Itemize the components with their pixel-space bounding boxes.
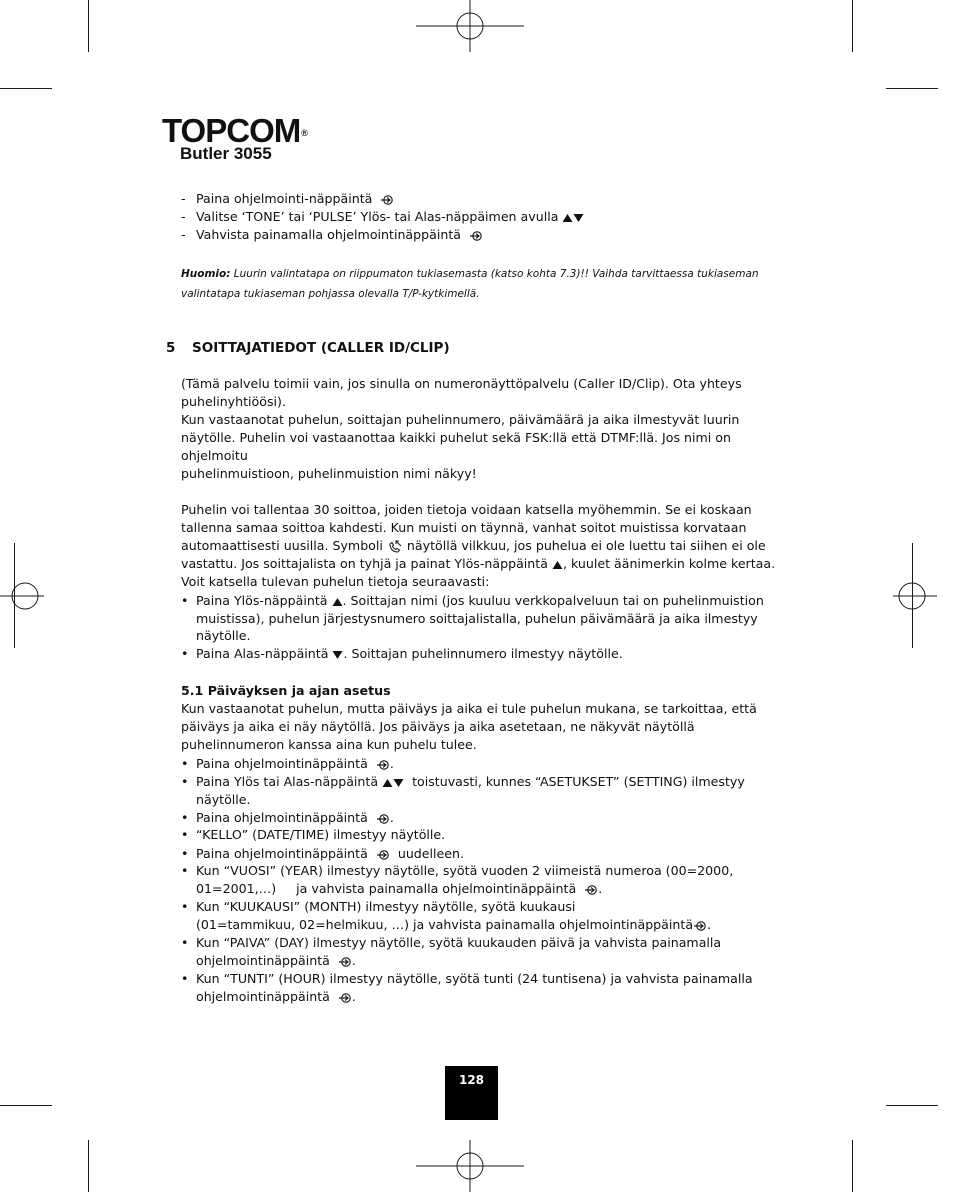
text-segment: . (707, 917, 712, 932)
up-arrow-icon (382, 778, 393, 788)
text-segment: Paina ohjelmointinäppäintä (196, 810, 368, 825)
paragraph-line: (Tämä palvelu toimii vain, jos sinulla on numeronäyttöpalvelu (Caller ID/Clip). Ota yhteys (181, 376, 742, 391)
step-text: Valitse ‘TONE’ tai ‘PULSE’ Ylös- tai Alas-näppäimen avulla (196, 209, 559, 224)
text-segment: ohjelmointinäppäintä (196, 989, 330, 1004)
crop-mark (852, 0, 853, 52)
crop-mark (88, 0, 89, 52)
paragraph-line (181, 537, 766, 555)
text-segment: , kuulet äänimerkin kolme kertaa. (562, 556, 776, 571)
step-text: Vahvista painamalla ohjelmointinäppäintä (196, 227, 461, 242)
crop-mark (886, 88, 938, 89)
bullet-line: “KELLO” (DATE/TIME) ilmestyy näytölle. (196, 827, 446, 842)
down-arrow-icon (332, 650, 343, 660)
bullet-line (196, 845, 464, 863)
text-segment: Paina Ylös-näppäintä (196, 593, 328, 608)
text-segment: toistuvasti, kunnes “ASETUKSET” (SETTING) ilmestyy (412, 774, 745, 789)
bullet-line (196, 952, 356, 970)
bullet-line: Kun “TUNTI” (HOUR) ilmestyy näytölle, syötä tunti (24 tuntisena) ja vahvista painamalla (196, 971, 753, 986)
bullet-mark: • (181, 863, 189, 878)
bullet-line (196, 988, 356, 1006)
text-segment: (01=tammikuu, 02=helmikuu, …) ja vahvista painamalla ohjelmointinäppäintä (196, 917, 694, 932)
text-segment: näytöllä vilkkuu, jos puhelua ei ole luettu tai siihen ei ole (406, 538, 766, 553)
paragraph-line: tallenna samaa soittoa kahdesti. Kun muisti on täynnä, vanhat soitot muistissa korvataan (181, 520, 747, 535)
program-key-icon (376, 813, 390, 825)
bullet-line: Kun “KUUKAUSI” (MONTH) ilmestyy näytölle, syötä kuukausi (196, 899, 576, 914)
bullet-mark: • (181, 935, 189, 950)
intro-step (196, 208, 584, 226)
bullet-mark: • (181, 646, 189, 661)
subsection-title: 5.1 Päiväyksen ja ajan asetus (181, 683, 391, 698)
registration-target-right (893, 570, 937, 622)
down-arrow-icon (393, 778, 404, 788)
paragraph-line: puhelinyhtiöösi). (181, 394, 286, 409)
bullet-mark: • (181, 899, 189, 914)
text-segment: Paina Ylös tai Alas-näppäintä (196, 774, 379, 789)
bullet-mark: • (181, 810, 189, 825)
bullet-line: näytölle. (196, 628, 251, 643)
note-label: Huomio: (181, 268, 231, 280)
model-name: Butler 3055 (180, 144, 272, 163)
text-segment: . (389, 810, 394, 825)
program-key-icon (380, 194, 394, 206)
text-segment: Paina Alas-näppäintä (196, 646, 329, 661)
crop-mark (0, 1105, 52, 1106)
bullet-line: Kun “PAIVA” (DAY) ilmestyy näytölle, syötä kuukauden päivä ja vahvista painamalla (196, 935, 722, 950)
page-number: 128 (445, 1066, 498, 1120)
brand-logo-text: TOPCOM (162, 112, 301, 149)
paragraph-line: näytölle. Puhelin voi vastaanottaa kaikki puhelut sekä FSK:llä että DTMF:llä. Jos nimi on (181, 430, 731, 445)
missed-call-icon (387, 539, 403, 555)
up-arrow-icon (332, 597, 343, 607)
down-arrow-icon (573, 213, 584, 223)
bullet-line (196, 592, 764, 610)
paragraph-line: Kun vastaanotat puhelun, soittajan puhelinnumero, päivämäärä ja aika ilmestyvät luurin (181, 412, 740, 427)
paragraph-line: puhelinnumeron kanssa aina kun puhelu tulee. (181, 737, 477, 752)
text-segment: automaattisesti uusilla. Symboli (181, 538, 383, 553)
bullet-mark: • (181, 971, 189, 986)
registration-target-left (0, 570, 44, 622)
step-marker: - (181, 191, 186, 206)
note-line (181, 264, 759, 284)
crop-mark (88, 1140, 89, 1192)
crop-mark (886, 1105, 938, 1106)
trademark-symbol: ® (301, 128, 308, 138)
bullet-mark: • (181, 846, 189, 861)
bullet-line (196, 809, 394, 827)
paragraph-line: päiväys ja aika ei näy näytöllä. Jos päiväys ja aika asetetaan, ne näkyvät näytöllä (181, 719, 695, 734)
program-key-icon (376, 849, 390, 861)
text-segment: . Soittajan nimi (jos kuuluu verkkopalveluun tai on puhelinmuistion (342, 593, 764, 608)
bullet-line (196, 880, 602, 898)
bullet-mark: • (181, 774, 189, 789)
paragraph-line: puhelinmuistioon, puhelinmuistion nimi näkyy! (181, 466, 477, 481)
program-key-icon (469, 230, 483, 242)
program-key-icon (584, 884, 598, 896)
crop-mark (852, 1140, 853, 1192)
paragraph-line: ohjelmoitu (181, 448, 248, 463)
program-key-icon (338, 992, 352, 1004)
paragraph-line: Puhelin voi tallentaa 30 soittoa, joiden tietoja voidaan katsella myöhemmin. Se ei koskaan (181, 502, 752, 517)
text-segment: . (351, 953, 356, 968)
text-segment: . Soittajan puhelinnumero ilmestyy näytölle. (343, 646, 623, 661)
section-title: SOITTAJATIEDOT (CALLER ID/CLIP) (192, 340, 450, 356)
text-segment: . (389, 756, 394, 771)
text-segment: ohjelmointinäppäintä (196, 953, 330, 968)
text-segment: . (598, 881, 603, 896)
crop-mark (0, 88, 52, 89)
text-segment: Paina ohjelmointinäppäintä (196, 846, 368, 861)
up-arrow-icon (562, 213, 573, 223)
text-segment: vastattu. Jos soittajalista on tyhjä ja painat Ylös-näppäintä (181, 556, 548, 571)
registration-target-bottom (416, 1140, 524, 1192)
bullet-line (196, 645, 623, 663)
intro-step (196, 226, 483, 244)
program-key-icon (376, 759, 390, 771)
bullet-line (196, 773, 745, 791)
note-text: Luurin valintatapa on riippumaton tukiasemasta (katso kohta 7.3)!! Vaihda tarvittaessa tukiaseman (233, 268, 759, 280)
paragraph-line: Kun vastaanotat puhelun, mutta päiväys ja aika ei tule puhelun mukana, se tarkoittaa, että (181, 701, 757, 716)
intro-step (196, 190, 394, 208)
section-number: 5 (166, 340, 176, 356)
text-segment: Paina ohjelmointinäppäintä (196, 756, 368, 771)
registration-target-top (416, 0, 524, 52)
bullet-line (196, 916, 711, 934)
program-key-icon (338, 956, 352, 968)
bullet-mark: • (181, 827, 189, 842)
step-marker: - (181, 227, 186, 242)
section-heading (166, 338, 450, 358)
bullet-mark: • (181, 756, 189, 771)
bullet-line: näytölle. (196, 792, 251, 807)
paragraph-line: Voit katsella tulevan puhelun tietoja seuraavasti: (181, 574, 490, 589)
paragraph-line (181, 555, 775, 573)
bullet-line: Kun “VUOSI” (YEAR) ilmestyy näytölle, syötä vuoden 2 viimeistä numeroa (00=2000, (196, 863, 734, 878)
text-segment: uudelleen. (397, 846, 465, 861)
bullet-mark: • (181, 593, 189, 608)
bullet-line (196, 755, 394, 773)
program-key-icon (693, 920, 707, 932)
bullet-line: muistissa), puhelun järjestysnumero soittajalistalla, puhelun päivämäärä ja aika ilmestyy (196, 611, 758, 626)
text-segment: 01=2001,…) ja vahvista painamalla ohjelmointinäppäintä (196, 881, 577, 896)
step-text: Paina ohjelmointi-näppäintä (196, 191, 373, 206)
step-marker: - (181, 209, 186, 224)
text-segment: . (351, 989, 356, 1004)
up-arrow-icon (552, 560, 563, 570)
note-line: valintatapa tukiaseman pohjassa olevalla T/P-kytkimellä. (181, 288, 480, 300)
